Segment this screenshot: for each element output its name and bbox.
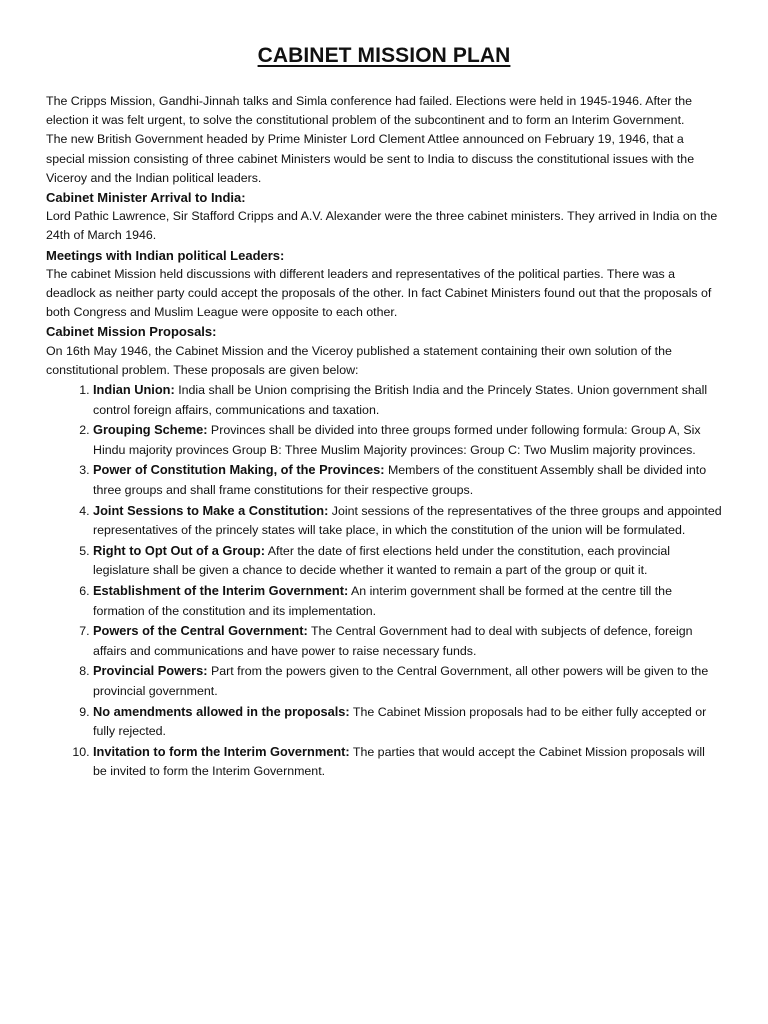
list-item xyxy=(93,742,722,782)
list-item xyxy=(93,501,722,541)
list-item xyxy=(93,661,722,701)
section-arrival xyxy=(46,188,722,246)
proposal-text: The Central Government had to deal with subjects of defence, foreign affairs and communications and have power to raise necessary funds. xyxy=(93,624,693,658)
intro-paragraph-2: The new British Government headed by Prime Minister Lord Clement Attlee announced on February 19, 1946, that a special mission consisting of three cabinet Ministers would be sent to India to discuss the constitutional issues with the Viceroy and the Indian political leaders. xyxy=(46,132,695,185)
section-heading: Cabinet Mission Proposals: xyxy=(46,324,217,340)
proposal-text: The Cabinet Mission proposals had to be either fully accepted or fully rejected. xyxy=(93,704,707,739)
list-item xyxy=(93,460,722,500)
proposal-text: Joint sessions of the representatives of the three groups and appointed representatives of the princely states will take place, in which the constitution of the union will be formulated. xyxy=(93,503,722,538)
proposal-term: Indian Union: xyxy=(93,382,175,398)
section-heading: Cabinet Minister Arrival to India: xyxy=(46,190,246,206)
proposal-text: The parties that would accept the Cabinet Mission proposals will be invited to form the Interim Government. xyxy=(93,744,705,779)
list-item xyxy=(93,420,722,460)
section-meetings xyxy=(46,246,722,323)
proposal-term: Establishment of the Interim Government: xyxy=(93,582,349,598)
section-body: On 16th May 1946, the Cabinet Mission and the Viceroy published a statement containing their own solution of the constitutional problem. These proposals are given below: xyxy=(46,343,672,377)
list-item xyxy=(93,621,722,661)
proposal-term: Joint Sessions to Make a Constitution: xyxy=(93,502,329,518)
proposal-text: After the date of first elections held under the constitution, each provincial legislature shall be given a chance to decide whether it wanted to remain a part of the group or quit it. xyxy=(93,543,671,578)
proposal-text: Part from the powers given to the Central Government, all other powers will be given to the provincial government. xyxy=(93,664,709,698)
proposal-term: Invitation to form the Interim Government: xyxy=(93,743,350,759)
list-item xyxy=(93,702,722,742)
section-proposals xyxy=(46,322,722,380)
proposal-term: Right to Opt Out of a Group: xyxy=(93,542,266,558)
proposal-text: Members of the constituent Assembly shall be divided into three groups and shall frame constitutions for their respective groups. xyxy=(93,463,707,498)
proposal-text: An interim government shall be formed at the centre till the formation of the constitution and its implementation. xyxy=(93,583,672,618)
section-heading: Meetings with Indian political Leaders: xyxy=(46,247,285,263)
list-item xyxy=(93,581,722,621)
list-item xyxy=(93,541,722,581)
proposal-text: India shall be Union comprising the British India and the Princely States. Union government shall control foreign affairs, communications and taxation. xyxy=(93,383,708,417)
intro-paragraph-1: The Cripps Mission, Gandhi-Jinnah talks and Simla conference had failed. Elections were held in 1945-1946. After the election it was felt urgent, to solve the constitutional problem of the subcontinent and to form an Interim Government. xyxy=(46,94,693,128)
section-body: Lord Pathic Lawrence, Sir Stafford Cripps and A.V. Alexander were the three cabinet ministers. They arrived in India on the 24th of March 1946. xyxy=(46,209,718,243)
proposals-list xyxy=(46,380,722,782)
proposal-text: Provinces shall be divided into three groups formed under following formula: Group A, Six Hindu majority provinces Group B: Three Muslim Majority provinces: Group C: Two Muslim majority provinces. xyxy=(93,423,701,457)
proposal-term: No amendments allowed in the proposals: xyxy=(93,703,350,719)
proposal-term: Grouping Scheme: xyxy=(93,422,208,438)
proposal-term: Powers of the Central Government: xyxy=(93,623,308,639)
list-item xyxy=(93,380,722,420)
proposal-term: Power of Constitution Making, of the Provinces: xyxy=(93,462,385,478)
proposal-term: Provincial Powers: xyxy=(93,663,208,679)
page-title: CABINET MISSION PLAN xyxy=(257,44,511,67)
section-body: The cabinet Mission held discussions with different leaders and representatives of the political parties. There was a deadlock as neither party could accept the proposals of the other. In fact Cabinet Ministers found out that the proposals of both Congress and Muslim League were opposite to each other. xyxy=(46,266,712,320)
